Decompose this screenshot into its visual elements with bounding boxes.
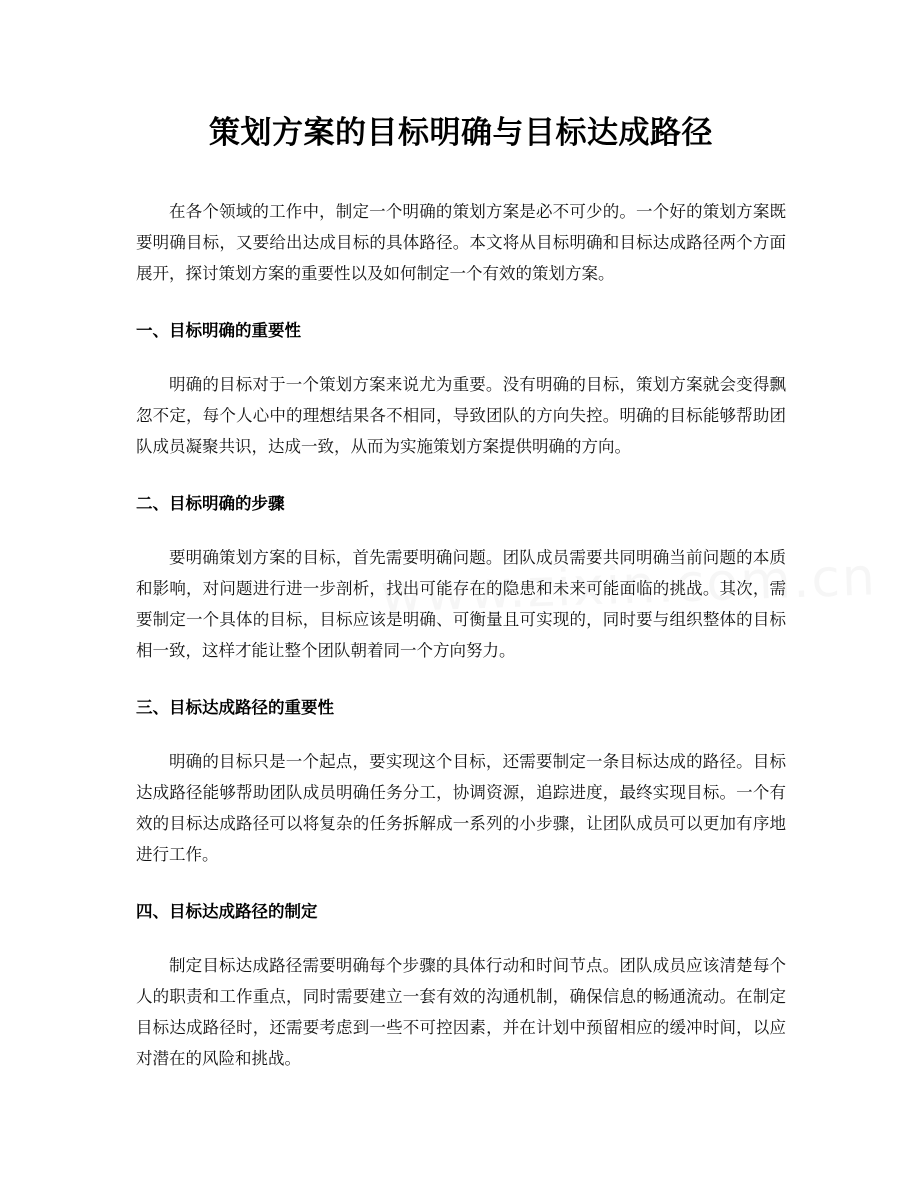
section-heading: 三、目标达成路径的重要性 — [136, 698, 334, 717]
section-body: 明确的目标只是一个起点，要实现这个目标，还需要制定一条目标达成的路径。目标达成路径能够帮助团队成员明确任务分工，协调资源，追踪进度，最终实现目标。一个有效的目标达成路径可以将复杂的任务拆解成一系列的小步骤，让团队成员可以更加有序地进行工作。 — [136, 752, 786, 864]
section-heading: 一、目标明确的重要性 — [136, 321, 301, 340]
section-heading: 四、目标达成路径的制定 — [136, 902, 318, 921]
section-body: 明确的目标对于一个策划方案来说尤为重要。没有明确的目标，策划方案就会变得飘忽不定，每个人心中的理想结果各不相同，导致团队的方向失控。明确的目标能够帮助团队成员凝聚共识，达成一致，从而为实施策划方案提供明确的方向。 — [136, 375, 786, 456]
section-2 — [136, 492, 786, 666]
section-heading: 二、目标明确的步骤 — [136, 494, 285, 513]
section-body: 要明确策划方案的目标，首先需要明确问题。团队成员需要共同明确当前问题的本质和影响，对问题进行进一步剖析，找出可能存在的隐患和未来可能面临的挑战。其次，需要制定一个具体的目标，目标应该是明确、可衡量且可实现的，同时要与组织整体的目标相一致，这样才能让整个团队朝着同一个方向努力。 — [136, 548, 786, 660]
section-3 — [136, 696, 786, 870]
document-content — [136, 108, 786, 1104]
document-title: 策划方案的目标明确与目标达成路径 — [209, 115, 713, 151]
intro-paragraph: 在各个领域的工作中，制定一个明确的策划方案是必不可少的。一个好的策划方案既要明确目标，又要给出达成目标的具体路径。本文将从目标明确和目标达成路径两个方面展开，探讨策划方案的重要性以及如何制定一个有效的策划方案。 — [136, 202, 786, 283]
section-4 — [136, 900, 786, 1074]
section-1 — [136, 319, 786, 462]
section-body: 制定目标达成路径需要明确每个步骤的具体行动和时间节点。团队成员应该清楚每个人的职责和工作重点，同时需要建立一套有效的沟通机制，确保信息的畅通流动。在制定目标达成路径时，还需要考虑到一些不可控因素，并在计划中预留相应的缓冲时间，以应对潜在的风险和挑战。 — [136, 956, 786, 1068]
